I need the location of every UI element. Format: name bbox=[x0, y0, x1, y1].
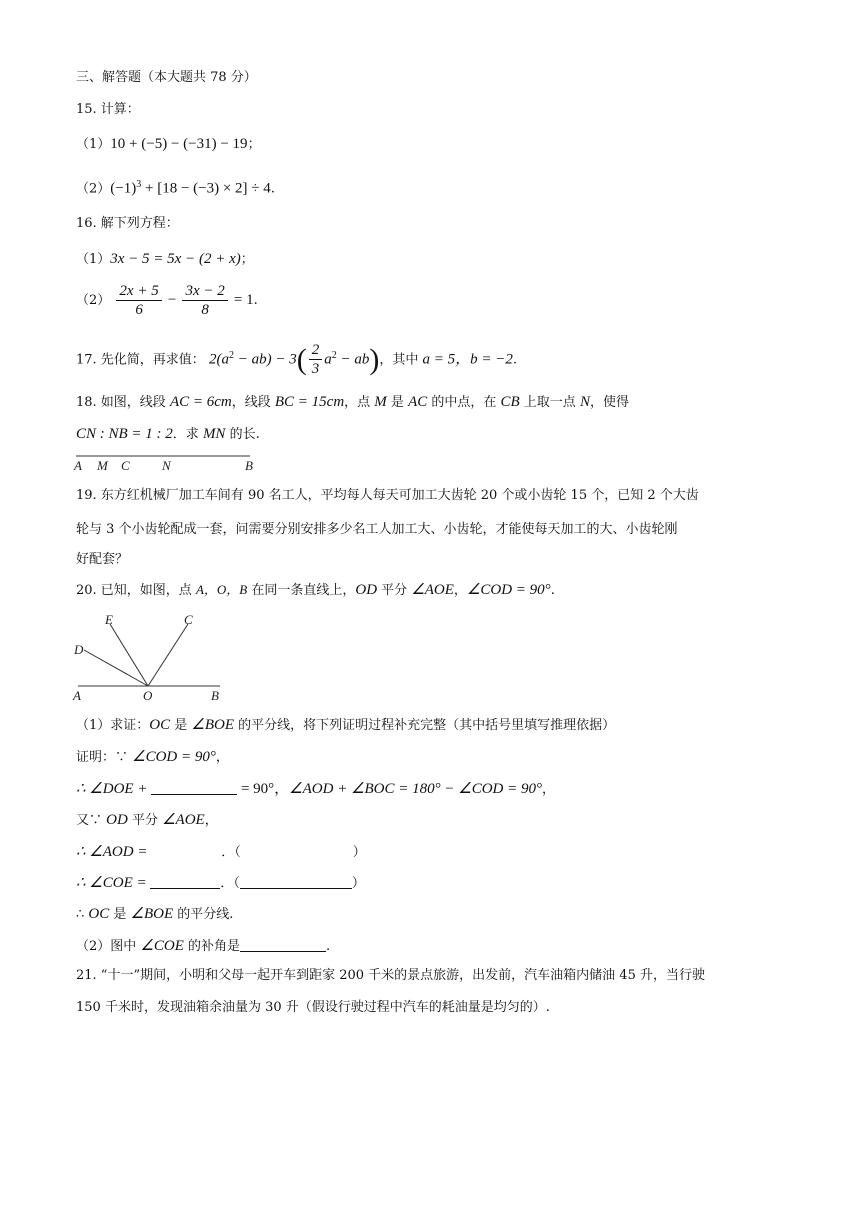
q20-proof6-boe: ∠BOE bbox=[130, 906, 174, 922]
q17-fraction-numerator: 2 bbox=[309, 341, 323, 360]
q20-proof-1 bbox=[76, 747, 229, 768]
q20-proof3-aoe: ∠AOE bbox=[162, 812, 205, 828]
q20-text-d: ， bbox=[453, 583, 467, 598]
q20-proof5-blank[interactable] bbox=[150, 874, 220, 889]
q20-proof5-reason-blank[interactable] bbox=[240, 874, 352, 889]
q20-proof6-text-c: 是 bbox=[109, 907, 131, 922]
q18-bc: BC = 15cm bbox=[274, 394, 345, 410]
q20-proof2-blank[interactable] bbox=[151, 780, 237, 795]
q20-proof4-text-b: ．（ bbox=[221, 845, 241, 860]
q20-points: A，O，B bbox=[195, 582, 248, 597]
q20-part2-coe: ∠COE bbox=[140, 938, 184, 954]
q20-od: OD bbox=[355, 582, 378, 598]
q17-expr-c: a bbox=[324, 351, 332, 368]
q20-label-a: A bbox=[73, 688, 81, 702]
q17-left-paren: ( bbox=[296, 342, 307, 376]
q17-expr-d: − ab bbox=[336, 351, 370, 368]
q18-label-n: N bbox=[162, 458, 171, 473]
q20-part1-text-b: 的平分线，将下列证明过程补充完整（其中括号里填写推理依据） bbox=[234, 718, 616, 733]
q18-ratio: CN : NB = 1 : 2 bbox=[76, 426, 173, 442]
q18-text-i: 的长. bbox=[225, 427, 260, 442]
q20-part2-blank[interactable] bbox=[240, 937, 326, 952]
q16-minus: − bbox=[167, 292, 177, 308]
q17-expr-c-exponent: 2 bbox=[331, 350, 337, 361]
q16-fraction-2-denominator: 8 bbox=[201, 302, 209, 318]
q18-segment-figure bbox=[70, 450, 270, 474]
q20-proof1-cod: ∠COD = 90° bbox=[132, 749, 216, 765]
q19-line3: 好配套？ bbox=[76, 552, 129, 567]
q20-proof3-text-c: 平分 bbox=[127, 813, 163, 828]
q16-part1-expr: 3x − 5 = 5x − (2 + x) bbox=[110, 251, 241, 267]
q20-proof-6 bbox=[76, 904, 233, 925]
q15-part2-end: . bbox=[270, 181, 275, 197]
q20-text-e: . bbox=[550, 583, 555, 598]
q18-text-a: 18. 如图，线段 bbox=[76, 395, 170, 410]
q21-line2: 150 千米时，发现油箱余油量为 30 升（假设行驶过程中汽车的耗油量是均匀的）. bbox=[76, 1000, 550, 1015]
q18-label-c: C bbox=[121, 458, 130, 473]
q20-cod: ∠COD = 90° bbox=[466, 582, 551, 598]
q18-ac2: AC bbox=[408, 394, 428, 410]
q20-part1 bbox=[76, 715, 615, 736]
q18-n: N bbox=[579, 394, 590, 410]
q16-rhs: = 1 bbox=[233, 292, 254, 308]
q18-m: M bbox=[374, 394, 387, 410]
q18-line1 bbox=[76, 392, 629, 413]
section-header: 三、解答题（本大题共 78 分） bbox=[76, 70, 257, 85]
q20-part1-text-a: 是 bbox=[170, 718, 192, 733]
q19-line2: 轮与 3 个小齿轮配成一套，问需要分别安排多少名工人加工大、小齿轮，才能使每天加工的大、小齿轮刚 bbox=[76, 522, 678, 537]
q17-fraction-denominator: 3 bbox=[311, 361, 320, 378]
q16-part1-label: （1） bbox=[76, 252, 111, 267]
q17-stem: 17. 先化简，再求值： bbox=[76, 352, 205, 368]
q20-angle-figure bbox=[70, 610, 240, 702]
q17-given-prefix: ，其中 bbox=[379, 352, 423, 368]
q20-proof4-text-c: ） bbox=[352, 845, 366, 860]
q15-part2-expr-a: (−1) bbox=[110, 180, 137, 197]
q20-proof4-text-a: ∴ ∠AOD = bbox=[76, 844, 152, 860]
q18-text-g: ，使得 bbox=[589, 395, 629, 410]
q18-ac: AC = 6cm bbox=[169, 394, 232, 410]
q18-label-m: M bbox=[97, 458, 108, 473]
q20-ray-oe bbox=[110, 624, 148, 686]
q18-mn: MN bbox=[202, 426, 226, 442]
q20-proof3-od: OD bbox=[106, 812, 128, 828]
q16-fraction-1-denominator: 6 bbox=[135, 302, 143, 318]
q20-proof-3 bbox=[76, 810, 218, 831]
q20-proof6-text-e: 的平分线. bbox=[173, 907, 234, 922]
q15-part1-end: ； bbox=[247, 137, 261, 152]
q16-fraction-1 bbox=[116, 282, 161, 319]
q17-expr-a-exponent: 2 bbox=[228, 350, 234, 361]
q17-given: a = 5，b = −2 bbox=[422, 351, 513, 368]
q18-text-b: ，线段 bbox=[231, 395, 275, 410]
q17-expr-a: 2(a bbox=[208, 351, 229, 368]
q18-line2 bbox=[76, 424, 260, 445]
q17-end: . bbox=[512, 352, 517, 368]
q18-text-f: 上取一点 bbox=[519, 395, 580, 410]
q20-ray-od bbox=[84, 650, 148, 686]
q20-part2-text-a: 的补角是 bbox=[183, 939, 240, 954]
q15-part2 bbox=[76, 175, 275, 199]
q16-fraction-2 bbox=[182, 282, 227, 319]
q20-proof6-oc: OC bbox=[88, 906, 110, 922]
q18-text-c: ，点 bbox=[344, 395, 375, 410]
q20-text-a: 20. 已知，如图，点 bbox=[76, 583, 196, 598]
q20-label-b: B bbox=[211, 688, 219, 702]
q20-label-d: D bbox=[74, 642, 84, 657]
q20-proof3-text-e: ， bbox=[204, 813, 218, 828]
q20-proof1-text-a: 证明：∵ bbox=[76, 750, 133, 765]
q20-proof5-text-c: ） bbox=[351, 876, 365, 891]
q16-part2-end: . bbox=[253, 293, 258, 308]
q16-fraction-1-numerator: 2x + 5 bbox=[116, 282, 161, 301]
q16-part2-label: （2） bbox=[76, 293, 111, 308]
q20-proof3-text-a: 又∵ bbox=[76, 813, 107, 828]
q20-proof-5 bbox=[76, 873, 365, 894]
q17-right-paren: ) bbox=[369, 342, 380, 376]
q20-aoe: ∠AOE bbox=[411, 582, 454, 598]
q16-part1 bbox=[76, 249, 254, 270]
q17 bbox=[76, 336, 517, 380]
q20-label-o: O bbox=[143, 688, 153, 702]
q20-part1-label: （1）求证： bbox=[76, 718, 150, 733]
q20-text-c: 平分 bbox=[377, 583, 412, 598]
q18-text-e: 的中点，在 bbox=[427, 395, 501, 410]
q20-part2-end: . bbox=[326, 939, 331, 954]
q20-proof6-text-a: ∴ bbox=[76, 907, 89, 922]
q15-part1-label: （1） bbox=[76, 137, 111, 152]
q18-text-d: 是 bbox=[386, 395, 409, 410]
q20-proof2-text-d: ， bbox=[542, 782, 556, 797]
q16-part2 bbox=[76, 280, 258, 321]
q20-ray-oc bbox=[148, 624, 188, 686]
q20-stem bbox=[76, 580, 555, 601]
q17-fraction bbox=[309, 341, 323, 378]
q21-line1: 21. “十一”期间，小明和父母一起开车到距家 200 千米的景点旅游，出发前，汽车油箱内储油 45 升，当行驶 bbox=[76, 968, 705, 983]
q15-part2-expr-b: + [18 − (−3) × 2] ÷ 4 bbox=[141, 180, 271, 197]
q15-stem: 15. 计算： bbox=[76, 102, 140, 117]
q15-part1-expr: 10 + (−5) − (−31) − 19 bbox=[110, 136, 248, 152]
q20-label-c: C bbox=[184, 612, 193, 627]
q20-text-b: 在同一条直线上， bbox=[247, 583, 356, 598]
q20-proof2-text-a: ∴ ∠DOE + bbox=[76, 781, 152, 797]
q20-proof5-text-b: ．（ bbox=[220, 876, 240, 891]
q19-line1: 19. 东方红机械厂加工车间有 90 名工人，平均每人每天可加工大齿轮 20 个或小齿轮 15 个，已知 2 个大齿 bbox=[76, 488, 699, 503]
q20-boe: ∠BOE bbox=[191, 717, 234, 733]
q15-part2-exponent: 3 bbox=[136, 179, 142, 190]
q18-label-a: A bbox=[74, 458, 82, 473]
q20-oc: OC bbox=[149, 717, 171, 733]
q15-part1 bbox=[76, 134, 261, 155]
q20-proof1-text-c: ， bbox=[215, 750, 229, 765]
q20-proof2-text-b: = 90°， bbox=[237, 781, 290, 797]
q15-part2-label: （2） bbox=[76, 181, 111, 197]
q20-proof-4 bbox=[76, 842, 366, 863]
q20-part2-label: （2）图中 bbox=[76, 939, 141, 954]
q16-stem: 16. 解下列方程： bbox=[76, 216, 179, 231]
q20-proof2-text-c: ∠AOD + ∠BOC = 180° − ∠COD = 90° bbox=[289, 781, 542, 797]
q20-proof-2 bbox=[76, 779, 555, 800]
q20-label-e: E bbox=[105, 612, 113, 627]
q18-cb: CB bbox=[500, 394, 520, 410]
q18-label-b: B bbox=[245, 458, 253, 473]
q18-text-h: ．求 bbox=[172, 427, 203, 442]
q16-fraction-2-numerator: 3x − 2 bbox=[182, 282, 227, 301]
q20-part2 bbox=[76, 936, 330, 957]
q20-proof5-text-a: ∴ ∠COE = bbox=[76, 875, 151, 891]
q17-expr-b: − ab) − 3 bbox=[233, 351, 297, 368]
q16-part1-end: ； bbox=[240, 252, 254, 267]
